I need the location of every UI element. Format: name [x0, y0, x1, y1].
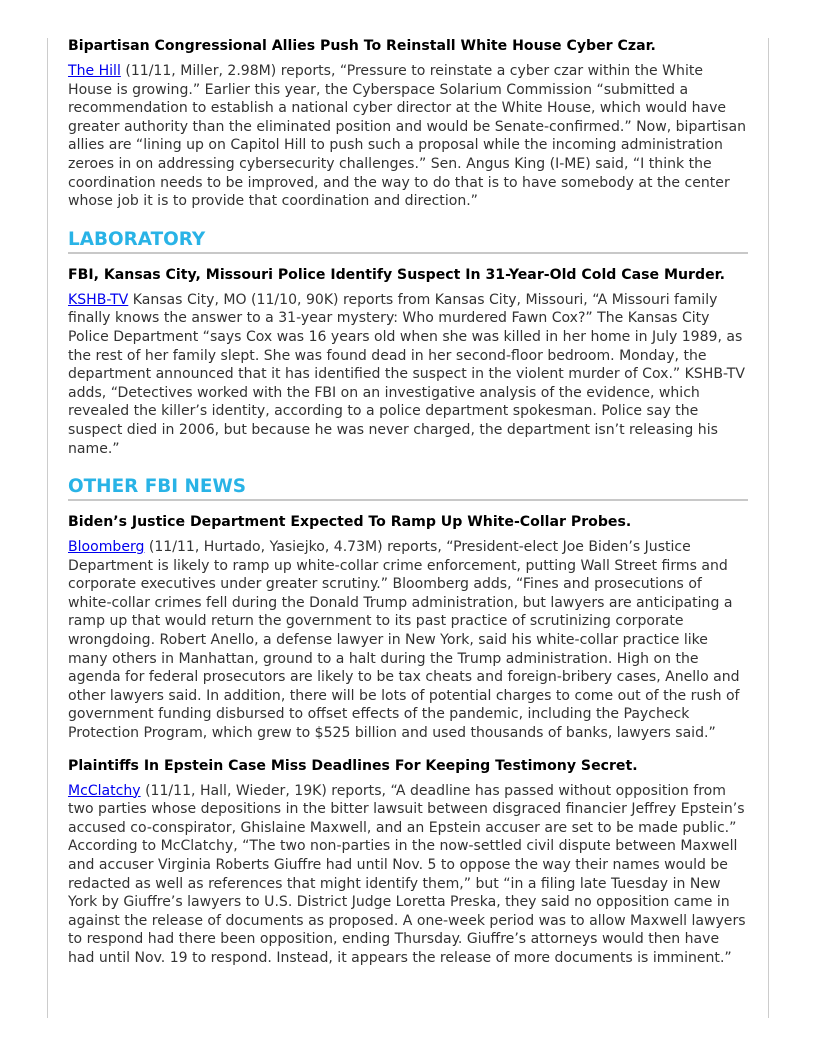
source-link-kshb-tv[interactable]: KSHB-TV	[68, 291, 129, 308]
article-headline: Plaintiffs In Epstein Case Miss Deadlines For Keeping Testimony Secret.	[68, 757, 638, 774]
source-link-mcclatchy[interactable]: McClatchy	[68, 782, 141, 799]
left-margin-rule	[47, 38, 48, 1018]
article-body	[68, 291, 748, 458]
article-headline: Biden’s Justice Department Expected To Ramp Up White-Collar Probes.	[68, 514, 632, 531]
article-text: Kansas City, MO (11/10, 90K) reports from Kansas City, Missouri, “A Missouri family finally knows the answer to a 31-year mystery: Who murdered Fawn Cox?” The Kansas City Police Department “says Cox was 16 years old when she was killed in her home in July 1989, as the rest of her family slept. She was found dead in her second-floor bedroom. Monday, the department announced that it has identified the suspect in the violent murder of Cox.” KSHB-TV adds, “Detectives worked with the FBI on an investigative analysis of the evidence, which revealed the killer’s identity, according to a police department spokesman. Police say the suspect died in 2006, but because he was never charged, the department isn’t releasing his name.”	[68, 291, 745, 457]
right-margin-rule	[768, 38, 769, 1018]
newsletter-content	[68, 37, 748, 986]
article-text: (11/11, Miller, 2.98M) reports, “Pressure to reinstate a cyber czar within the White House is growing.” Earlier this year, the Cyberspace Solarium Commission “submitted a recommendation to establish a national cyber director at the White House, which would have greater authority than the eliminated position and would be Senate-confirmed.” Now, bipartisan allies are “lining up on Capitol Hill to push such a proposal while the incoming administration zeroes in on addressing cybersecurity challenges.” Sen. Angus King (I-ME) said, “I think the coordination needs to be improved, and the way to do that is to have somebody at the center whose job it is to provide that coordination and direction.”	[68, 63, 746, 210]
article-headline: FBI, Kansas City, Missouri Police Identify Suspect In 31-Year-Old Cold Case Murder.	[68, 266, 725, 283]
article-white-collar	[68, 513, 748, 743]
article-epstein	[68, 757, 748, 968]
source-link-bloomberg[interactable]: Bloomberg	[68, 539, 145, 556]
article-headline: Bipartisan Congressional Allies Push To Reinstall White House Cyber Czar.	[68, 38, 656, 54]
section-heading-laboratory: LABORATORY	[68, 229, 748, 254]
article-text: (11/11, Hall, Wieder, 19K) reports, “A deadline has passed without opposition from two parties whose depositions in the bitter lawsuit between disgraced financier Jeffrey Epstein’s accused co-conspirator, Ghislaine Maxwell, and an Epstein accuser are set to be made public.” According to McClatchy, “The two non-parties in the now-settled civil dispute between Maxwell and accuser Virginia Roberts Giuffre had until Nov. 5 to oppose the way their names would be redacted as well as references that might identify them,” but “in a filing late Tuesday in New York by Giuffre’s lawyers to U.S. District Judge Loretta Preska, they said no opposition came in against the release of documents as proposed. A one-week period was to allow Maxwell lawyers to respond had there been opposition, ending Thursday. Giuffre’s attorneys would then have had until Nov. 19 to respond. Instead, it appears the release of more documents is imminent.”	[68, 782, 746, 966]
section-heading-other-fbi-news: OTHER FBI NEWS	[68, 476, 748, 501]
article-body	[68, 782, 748, 968]
article-cyber-czar	[68, 37, 748, 211]
article-body	[68, 62, 748, 211]
article-text: (11/11, Hurtado, Yasiejko, 4.73M) reports, “President-elect Joe Biden’s Justice Department is likely to ramp up white-collar crime enforcement, putting Wall Street firms and corporate executives under greater scrutiny.” Bloomberg adds, “Fines and prosecutions of white-collar crimes fell during the Donald Trump administration, but lawyers are anticipating a ramp up that would return the government to its past practice of scrutinizing corporate wrongdoing. Robert Anello, a defense lawyer in New York, said his white-collar practice like many others in Manhattan, ground to a halt during the Trump administration. High on the agenda for federal prosecutors are likely to be tax cheats and foreign-bribery cases, Anello and other lawyers said. In addition, there will be lots of potential charges to come out of the rush of government funding disbursed to offset effects of the pandemic, including the Paycheck Protection Program, which grew to $525 billion and used thousands of banks, lawyers said.”	[68, 539, 740, 742]
article-cold-case	[68, 266, 748, 458]
article-body	[68, 538, 748, 743]
source-link-the-hill[interactable]: The Hill	[68, 63, 121, 79]
